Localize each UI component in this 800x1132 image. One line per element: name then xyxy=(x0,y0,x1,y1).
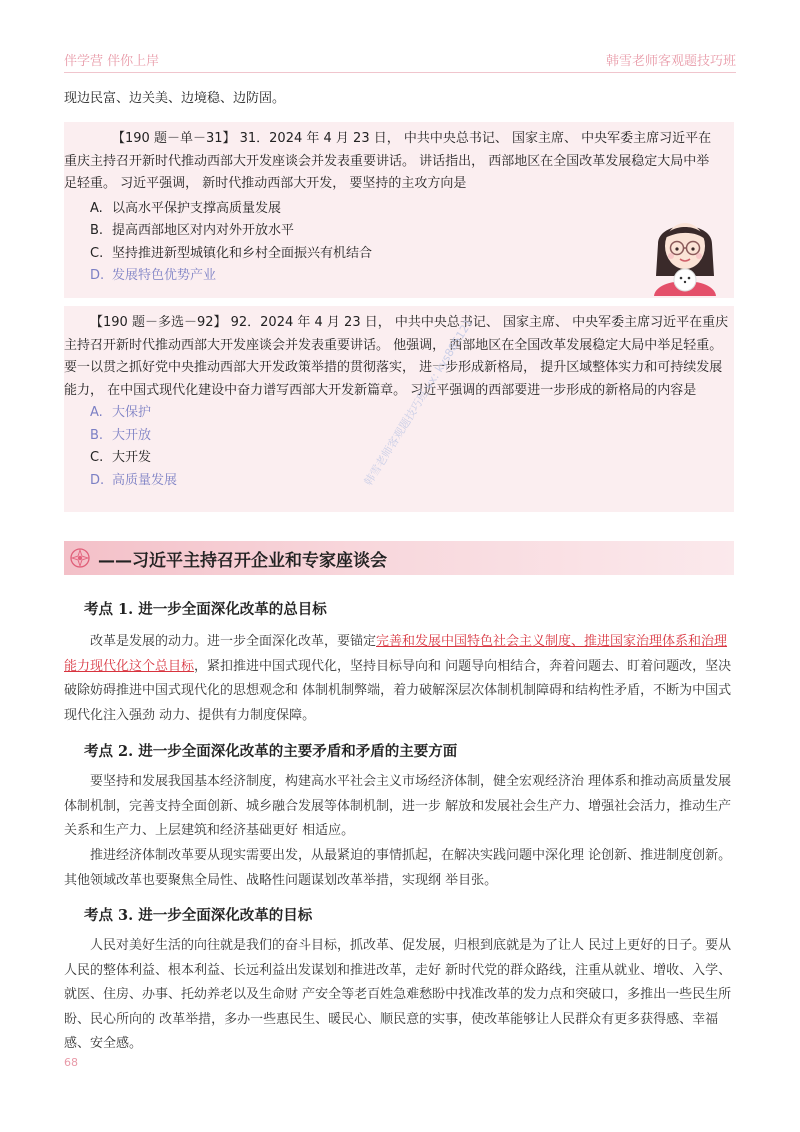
kp3-paragraph: 人民对美好生活的向往就是我们的奋斗目标，抓改革、促发展，归根到底就是为了让人 民过上更好的日子。要从人民的整体利益、根本利益、长远利益出发谋划和推进改革，走好 新时代党的群众路线，注重从就业、增收、入学、就医、住房、办事、托幼养老以及生命财 产安全等老百姓急难愁盼中找准改革的发力点和突破口，多推出一些民生所盼、民心所向的 改革举措，多办一些惠民生、暖民心、顺民意的实事，使改革能够让人民群众有更多获得感、幸福感、安全感。 xyxy=(64,938,732,1051)
page-number: 68 xyxy=(64,1056,78,1069)
kp2-heading: 考点 2. 进一步全面深化改革的主要矛盾和矛盾的主要方面 xyxy=(84,743,458,760)
watermark-text: 韩雪老师客观题技巧班 vx: kys885121 xyxy=(361,316,476,488)
question-box-2 xyxy=(64,306,734,512)
q1-option-c: C. 坚持推进新型城镇化和乡村全面振兴有机结合 xyxy=(90,245,373,261)
q1-option-b: B. 提高西部地区对内对外开放水平 xyxy=(90,223,295,238)
kp1-paragraph: 改革是发展的动力。进一步全面深化改革，要锚定完善和发展中国特色社会主义制度、推进国家治理体系和治理能力现代化这个总目标，紧扣推进中国式现代化，坚持目标导向和 问题导向相结合，奔着问题去、盯着问题改，坚决破除妨碍推进中国式现代化的思想观念和 体制机制弊端，着力破解深层次体制机制障碍和结构性矛盾，不断为中国式现代化注入强劲 动力、提供有力制度保障。 xyxy=(64,634,732,723)
q2-option-a: A. 大保护 xyxy=(90,405,152,420)
question-1-stem: 【190 题－单－31】 31．2024 年 4 月 23 日， 中共中央总书记、 国家主席、 中央军委主席习近平在重庆主持召开新时代推动西部大开发座谈会并发表重要讲话。 讲话指出， 西部地区在全国改革发展稳定大局中举足轻重。 习近平强调， 新时代推动西部大开发， 要坚持的主攻方向是 xyxy=(64,131,712,191)
question-2-stem: 【190 题－多选－92】 92．2024 年 4 月 23 日， 中共中央总书记、 国家主席、 中央军委主席习近平在重庆主持召开新时代推动西部大开发座谈会并发表重要讲话。 他强调， 西部地区在全国改革发展稳定大局中举足轻重。 要一以贯之抓好党中央推动西部大开发政策举措的贯彻落实， 进一步形成新格局， 提升区域整体实力和可持续发展能力， 在中国式现代化建设中奋力谱写西部大开发新篇章。 习近平强调的西部要进一步形成的新格局的内容是 xyxy=(64,315,729,398)
q2-option-c: C. 大开发 xyxy=(90,450,152,465)
header-left-text: 伴学营 伴你上岸 xyxy=(64,54,160,69)
question-1-options xyxy=(64,198,714,288)
kp2-paragraph-1: 要坚持和发展我国基本经济制度，构建高水平社会主义市场经济体制，健全宏观经济治 理体系和推动高质量发展体制机制，完善支持全面创新、城乡融合发展等体制机制，进一步 解放和发展社会生产力、增强社会活力，推动生产关系和生产力、上层建筑和经济基础更好 相适应。 xyxy=(64,774,732,838)
q2-option-b: B. 大开放 xyxy=(90,427,152,443)
kp2-paragraph-2: 推进经济体制改革要从现实需要出发，从最紧迫的事情抓起，在解决实践问题中深化理 论创新、推进制度创新。其他领域改革也要聚焦全局性、战略性问题谋划改革举措，实现纲 举目张。 xyxy=(64,848,732,888)
q1-option-d: D. 发展特色优势产业 xyxy=(90,268,217,283)
teacher-avatar-illustration xyxy=(640,206,730,296)
intro-line: 现边民富、边关美、边境稳、边防固。 xyxy=(64,91,286,106)
kp3-heading: 考点 3. 进一步全面深化改革的目标 xyxy=(84,907,313,924)
question-box-1 xyxy=(64,122,734,298)
page-header xyxy=(64,46,736,72)
section-title: ——习近平主持召开企业和专家座谈会 xyxy=(98,551,387,571)
header-divider xyxy=(64,72,736,73)
q1-option-a: A. 以高水平保护支撑高质量发展 xyxy=(90,200,282,216)
q2-option-d: D. 高质量发展 xyxy=(90,472,178,488)
kp1-heading: 考点 1. 进一步全面深化改革的总目标 xyxy=(84,601,327,618)
section-title-bar xyxy=(64,541,734,575)
header-right-text: 韩雪老师客观题技巧班 xyxy=(605,54,736,69)
flower-ornament-icon xyxy=(68,546,92,570)
kp1-underlined-goal: 完善和发展中国特色社会主义制度、推进国家治理体系和治理能力现代化这个总目标 xyxy=(64,634,728,674)
